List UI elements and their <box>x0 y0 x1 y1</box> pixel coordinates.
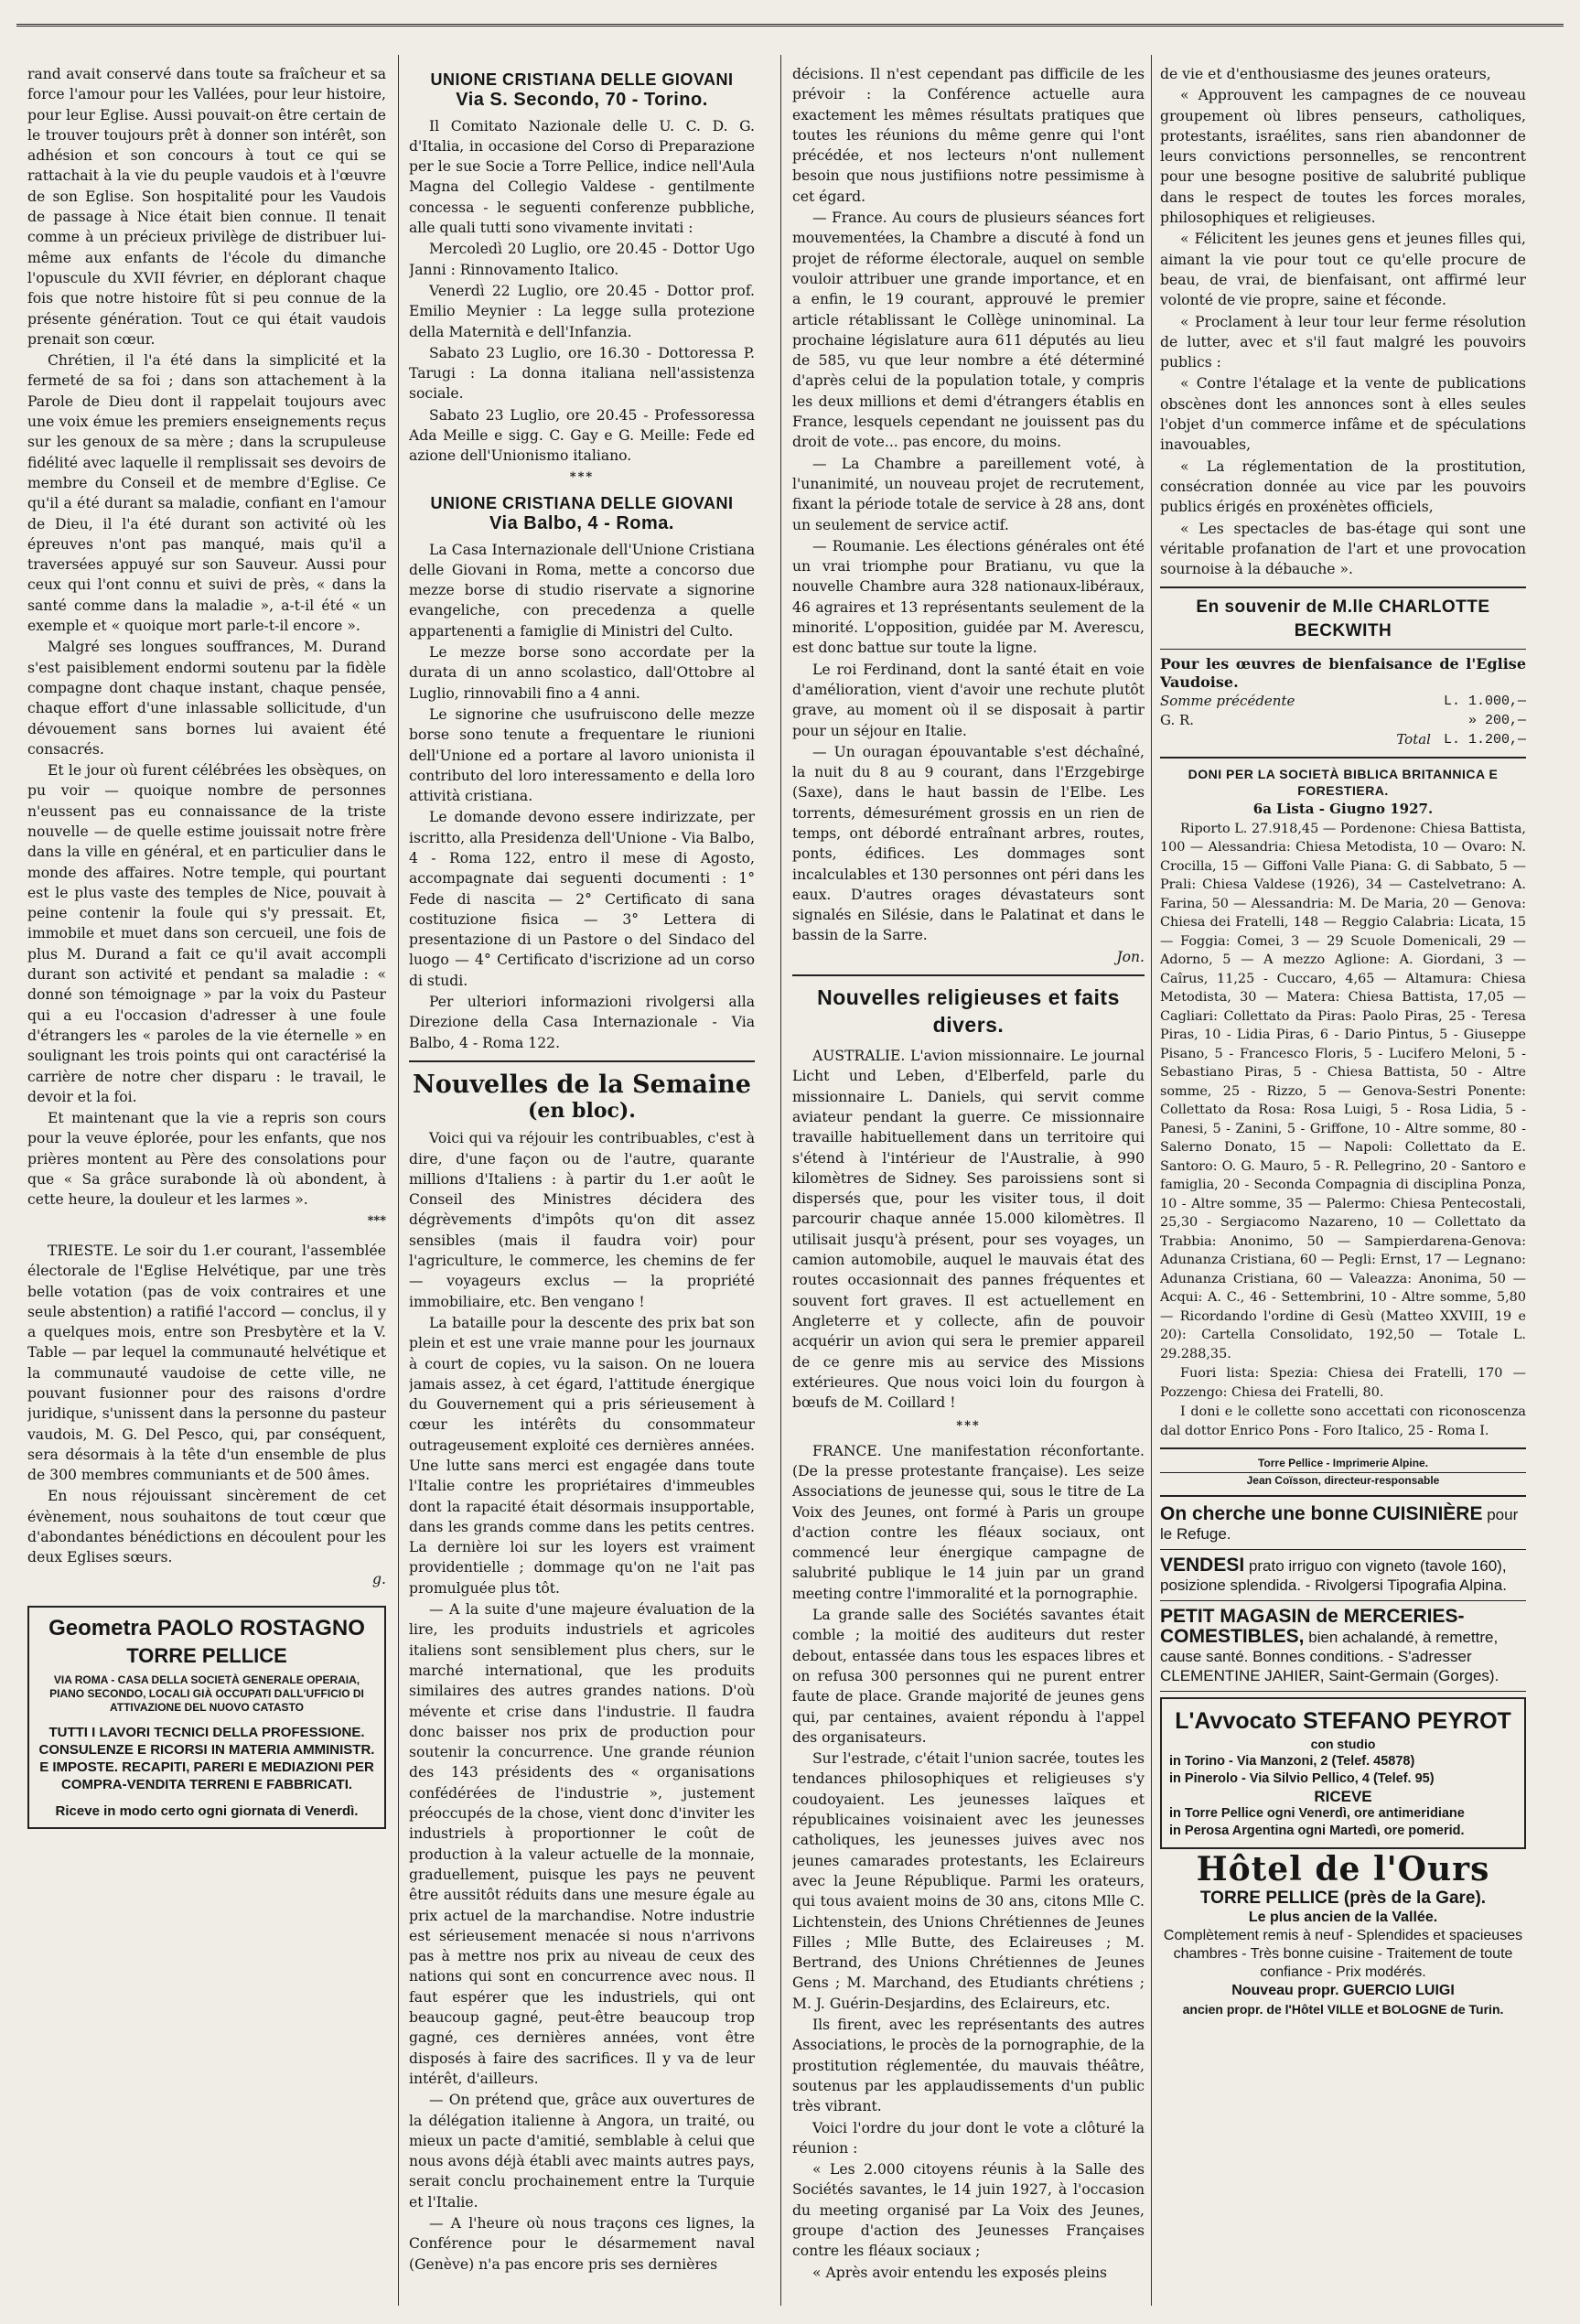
doni-title: DONI PER LA SOCIETÀ BIBLICA BRITANNICA E FORESTIERA. <box>1188 767 1499 799</box>
top-border <box>16 24 1564 27</box>
religious-paragraph: « Après avoir entendu les exposés pleins <box>812 2264 1108 2281</box>
ad-text: pour le Refuge. <box>1160 1506 1519 1544</box>
ucdg-paragraph: Sabato 23 Luglio, ore 20.45 - Professoressa Ada Meille e sigg. C. Gay e G. Meille: Fede ed azione dell'Unionismo italiano. <box>409 406 755 465</box>
ucdg-paragraph: Sabato 23 Luglio, ore 16.30 - Dottoressa P. Tarugi : La donna italiana nell'assistenza sociale. <box>409 344 755 403</box>
section-rule <box>1160 1549 1526 1550</box>
religious-paragraph: AUSTRALIE. L'avion missionnaire. Le journal Licht und Leben, d'Elberfeld, parle du missionnaire L. Daniels, qui servit comme aviateur pendant la guerre. Ce missionnaire travaille habituellement dans un territoire qui s'étend à l'intérieur de l'Australie, à 990 kilomètres de Sidney. Ses paroissiens sont si dispersés que, pour les visiter tous, il doit parcourir chaque année 15.000 kilomètres. Il utilisait jusqu'à présent, pour ses voyages, un camion automobile, auquel le mauvais état des routes occasionnait des pannes fréquentes et souvent fort graves. Il est actuellement en Angleterre et y collecte, afin de pouvoir acquérir un avion qui sera le premier appareil de ce genre mis au service des Missions extérieures. Que nous voici loin du fourgon à bœufs de M. Coillard ! <box>792 1048 1145 1412</box>
section-rule <box>792 974 1145 976</box>
religious-paragraph: FRANCE. Une manifestation réconfortante. (De la presse protestante française). Les seize Associations de jeunesse qui, sous le titre de La Voix des Jeunes, ont formé à Paris un groupe d'action contre les fléaux sociaux, ont commencé leur énergique campagne de salubrité publique le 14 juin par un grand meeting contre l'immoralité et la pornographie. <box>792 1442 1145 1602</box>
peyrot-studio: con studio <box>1310 1737 1376 1752</box>
section-rule <box>1160 1495 1526 1497</box>
news-paragraph: — Un ouragan épouvantable s'est déchaîné, la nuit du 8 au 9 courant, dans l'Erzgebirge (Saxe), dans le haut bassin de l'Elbe. Les torrents, démesurément grossis en un rien de temps, ont débordé entraînant arbres, routes, ponts, édifices. Les dommages sont incalculables et 130 personnes ont péri dans les eaux. D'autres orages dévastateurs sont signalés en Silésie, dans le Palatinat et dans le bassin de la Sarre. <box>792 743 1145 944</box>
column-rule <box>780 55 781 2306</box>
resolution-paragraph: « La réglementation de la prostitution, consécration donnée au vice par les pouvoirs publics érigés en proxénètes officiels, <box>1160 457 1526 516</box>
ours-address: TORRE PELLICE (près de la Gare). <box>1199 1888 1487 1909</box>
nouvelles-subtitle: (en bloc). <box>528 1098 636 1123</box>
ledger-value: » 200,— <box>1467 713 1526 729</box>
ledger-label: Total <box>1396 731 1431 748</box>
ours-tagline: Le plus ancien de la Vallée. <box>1248 1910 1438 1926</box>
news-paragraph: Le roi Ferdinand, dont la santé était en voie d'amélioration, vient d'avoir une rechute plutôt grave, au moment où il se disposait à partir pour un séjour en Italie. <box>792 661 1145 739</box>
ledger-row <box>1160 730 1526 749</box>
ours-owner: Nouveau propr. GUERCIO LUIGI <box>1231 1983 1455 1999</box>
nouvelles-paragraph: — A l'heure où nous traçons ces lignes, la Conférence pour le désarmement naval (Genève) n'a pas encore pris ses dernières <box>409 2214 755 2273</box>
peyrot-riceve: RICEVE <box>1314 1788 1372 1806</box>
ledger-value: L. 1.200,— <box>1443 732 1526 748</box>
ucdg-torino-title: UNIONE CRISTIANA DELLE GIOVANI <box>430 70 734 89</box>
ad-text: prato irriguo con vigneto (tavole 160), posizione splendida. - Rivolgersi Tipografia Alpina. <box>1160 1557 1507 1595</box>
ad-keyword: CUISINIÈRE <box>1372 1503 1483 1525</box>
ledger-row <box>1160 711 1526 730</box>
ledger-value: L. 1.000,— <box>1443 694 1526 710</box>
ad-town: TORRE PELLICE <box>126 1643 287 1667</box>
doni-extra: Fuori lista: Spezia: Chiesa dei Fratelli, 170 — Pozzengo: Chiesa dei Fratelli, 80. <box>1160 1366 1526 1400</box>
peyrot-line: in Perosa Argentina ogni Martedì, ore pomerid. <box>1169 1824 1465 1839</box>
separator-stars: *** <box>569 469 595 484</box>
ours-ad <box>1160 1889 1526 2018</box>
resolution-paragraph: « Les spectacles de bas-étage qui sont une véritable profanation de l'art et une provocation sournoise à la débauche ». <box>1160 520 1526 578</box>
cuisiniere-ad <box>1160 1504 1526 1544</box>
column-rule <box>398 55 399 2306</box>
ucdg-paragraph: Le mezze borse sono accordate per la durata di un anno scolastico, dall'Ottobre al Luglio, rinnovabili fino a 4 anni. <box>409 644 755 702</box>
ours-former-owner: ancien propr. de l'Hôtel VILLE et BOLOGNE de Turin. <box>1182 2002 1504 2017</box>
resolution-paragraph: « Approuvent les campagnes de ce nouveau groupement où libres penseurs, catholiques, protestants, israélites, sans rien abandonner de leurs convictions personnelles, se rencontrent pour une besogne positive de salubrité publique dans le respect de toutes les forces morales, philosophiques et religieuses. <box>1160 87 1526 227</box>
doni-note: I doni e le collette sono accettati con riconoscenza dal dottor Enrico Pons - Foro Italico, 25 - Roma I. <box>1160 1404 1526 1438</box>
resolution-paragraph: « Contre l'étalage et la vente de publications obscènes dont les annonces sont à elles seules l'objet d'un commerce infâme et de spéculations inavouables, <box>1160 375 1526 454</box>
nouvelles-paragraph: La bataille pour la descente des prix bat son plein et est une vraie manne pour les journaux à court de copies, vu la saison. On ne louera jamais assez, à cet égard, l'attitude énergique du Gouvernement qui a pris sérieusement à cœur les intérêts du consommateur outrageusement exploité ces dernières années. Une lutte sans merci est engagée dans toute l'Italie contre les propriétaires d'immeubles dont la rapacité était désormais insupportable, dans les grands comme dans les petits centres. La dernière loi sur les loyers est vraiment providentielle ; dommage qu'on ne l'ait pas promulguée plus tôt. <box>409 1314 755 1597</box>
news-paragraph: — La Chambre a pareillement voté, à l'unanimité, un nouveau projet de recrutement, fixant la période totale de service à 28 ans, dont un seulement de service actif. <box>792 455 1145 533</box>
nouvelles-paragraph: — On prétend que, grâce aux ouvertures de la délégation italienne à Angora, un traité, ou mieux un pacte d'amitié, semblable à celui que nous avons déjà établi avec maints autres pays, serait conclu prochainement entre la Turquie et l'Italie. <box>409 2092 755 2211</box>
imprint-director: Jean Coïsson, directeur-responsable <box>1160 1472 1526 1488</box>
obituary-paragraph: rand avait conservé dans toute sa fraîcheur et sa force l'amour pour les Vallées, pour leur histoire, pour leur Eglise. Aussi pouvait-on être certain de le trouver toujours prêt à donner son intérêt, son adhésion et son concours à tout ce qui se rattachait à la vie du peuple vaudois et à l'œuvre de son Eglise. Son hospitalité pour les Vaudois de passage à Nice était bien connue. Il tenait comme à un précieux privilège de distribuer lui-même aux enfants de l'école du dimanche l'opuscule du XVII février, en déplorant chaque fois que notre histoire fût si peu connue de la présente génération. Tout ce qui était vaudois prenait son cœur. <box>27 66 386 348</box>
ucdg-roma-title: UNIONE CRISTIANA DELLE GIOVANI <box>430 493 734 512</box>
religious-paragraph: Ils firent, avec les représentants des autres Associations, le procès de la pornographie, de la prostitution réglementée, du mauvais théâtre, soutenus par les applaudissements d'un public très vibrant. <box>792 2017 1145 2115</box>
ucdg-paragraph: Mercoledì 20 Luglio, ore 20.45 - Dottor Ugo Janni : Rinnovamento Italico. <box>409 241 755 278</box>
ours-description: Complètement remis à neuf - Splendides et spacieuses chambres - Très bonne cuisine - Traitement de toute confiance - Prix modérés. <box>1163 1928 1523 1981</box>
doni-list: Riporto L. 27.918,45 — Pordenone: Chiesa Battista, 100 — Alessandria: Chiesa Metodista, 10 — Ovaro: N. Crocilla, 15 — Giffoni Valle Piana: G. di Sabbato, 5 — Prali: Chiesa Valdese (1926), 34 — Castelvetrano: A. Farina, 50 — Alessandria: M. De Maria, 20 — Genova: Chiesa dei Fratelli, 148 — Reggio Calabria: Licata, 15 — Foggia: Comei, 3 — 29 Scuole Domenicali, 29 — Adorno, 5 — A mezzo Aglione: A. Giordani, 3 — Caîrus, 11,25 - Cuccaro, 4,65 — Altamura: Chiesa Metodista, 30 — Matera: Chiesa Battista, 17,05 — Cagliari: Collettato da Piras: Paolo Piras, 25 - Teresa Piras, 10 - Lidia Piras, 6 - Dario Pintus, 5 - Giuseppe Pisano, 5 - Francesco Floris, 5 - Lucifero Meloni, 5 - Sebastiano Piras, 5 - Chiesa Battista, 50 - Altre somme, 25 - Rizzo, 5 — Genova-Sestri Ponente: Collettato da Rosa: Rosa Luigi, 5 - Rosa Lidia, 5 - Panesi, 5 - Zanini, 5 - Griffone, 10 - Altre somme, 80 - Salerno Donato, 15 — Napoli: Collettato da E. Santoro: O. G. Mauro, 5 - R. Pellegrino, 20 - Santoro e famiglia, 20 - Seconda Compagnia di disciplina Ponza, 10 - Altre somme, 35 — Palermo: Chiesa Pentecostali, 25,30 - Sergiacomo Nazareno, 10 — Collettato da Trabbia: Anonimo, 50 — Sampierdarena-Genova: Adunanza Cristiana, 60 — Pegli: Ernst, 17 — Legnano: Adunanza Cristiana, 60 — Valeazza: Anonima, 50 — Acqui: A. C., 46 - Settembrini, 10 - Altre somme, 5,80 — Ricordando l'ordine di Gesù (Matteo XXVIII, 19 e 20): Cartella Consolidato, 192,50 — Totale L. 29.288,35. <box>1160 821 1526 1361</box>
peyrot-line: in Pinerolo - Via Silvio Pellico, 4 (Telef. 95) <box>1169 1771 1435 1787</box>
obituary-paragraph: Chrétien, il l'a été dans la simplicité et la fermeté de sa foi ; dans son attachement à la Parole de Dieu dont il rappelait toujours avec une voix émue les premiers enseignements reçus sur les genoux de sa mère ; dans la scrupuleuse fidélité avec laquelle il remplissait ses devoirs de membre du Conseil et de membre d'Eglise. Ce qu'il a été durant sa maladie, confiant en l'amour de Dieu, il l'a été durant son activité où les épreuves n'ont pas manqué, mais qu'il a traversées appuyé sur son Sauveur. Aussi pour ceux qui l'ont connu et suivi de près, « dans la santé comme dans la maladie », a-t-il été « un exemple et « quoique mort parle-t-il encore ». <box>27 352 386 635</box>
beckwith-title: En souvenir de M.lle CHARLOTTE BECKWITH <box>1196 597 1490 641</box>
ucdg-paragraph: Le signorine che usufruiscono delle mezze borse sono tenute a frequentare le riunioni dell'Unione ed a portare al lavoro unionista il contributo del loro interessamento e della loro attività cristiana. <box>409 705 755 805</box>
ucdg-paragraph: Il Comitato Nazionale delle U. C. D. G. d'Italia, in occasione del Corso di Preparazione per le sue Socie a Torre Pellice, indice nell'Aula Magna del Collegio Valdese - gentilmente concessa - le seguenti conferenze pubbliche, alle quali tutti sono vivamente invitati : <box>409 117 755 237</box>
nouvelles-paragraph: — A la suite d'une majeure évaluation de la lire, les produits industriels et agricoles italiens sont sensiblement plus chers, sur le marché international, que les produits similaires des autres grandes nations. D'où mévente et crise dans l'industrie. Il faudra donc baisser nos prix de production pour soutenir la concurrence. Une grande réunion des 143 présidents des « organisations confédérées de l'industrie », justement préoccupés de la chose, vient donc d'inviter les industriels à proportionner le coût de production à la valeur actuelle de la monnaie, graduellement, puisque les pays ne peuvent être aussitôt réduits dans une mesure égale au prix actuel de la marchandise. Notre industrie est sérieusement menacée si nous n'arrivons pas à mettre nos prix au niveau de ceux des nations qui sont en concurrence avec nous. Il faut espérer que les industriels, qui ont beaucoup gagné, peut-être beaucoup trop gagné, ces dernières années, vont être disposés à faire des sacrifices. Il y va de leur intérêt, d'ailleurs. <box>409 1601 755 2087</box>
imprint-printer: Torre Pellice - Imprimerie Alpine. <box>1257 1457 1429 1470</box>
ours-title: Hôtel de l'Ours <box>1196 1850 1490 1889</box>
ad-text: bien achalandé, à remettre, cause santé. Bonnes conditions. - S'adresser CLEMENTINE JAHIER, Saint-Germain (Gorges). <box>1160 1629 1499 1685</box>
section-rule <box>1160 649 1526 650</box>
ad-services: TUTTI I LAVORI TECNICI DELLA PROFESSIONE. CONSULENZE E RICORSI IN MATERIA AMMINISTR. E IMPOSTE. RECAPITI, PARERI E MEDIAZIONI PER COMPRA-VENDITA TERRENI E FABBRICATI. <box>38 1724 375 1792</box>
peyrot-line: in Torino - Via Manzoni, 2 (Telef. 45878) <box>1169 1754 1415 1770</box>
obituary-paragraph: Malgré ses longues souffrances, M. Durand s'est paisiblement endormi soutenu par la fidèle compagne dont chaque instant, chaque pensée, chaque effort d'une inlassable sollicitude, d'un dévouement sans bornes lui avaient été consacrés. <box>27 639 386 758</box>
religious-paragraph: Sur l'estrade, c'était l'union sacrée, toutes les tendances philosophiques et religieuses s'y coudoyaient. Les jeunesses laïques et républicaines voisinaient avec les jeunesses catholiques, les jeunesses juives avec nos jeunes camarades protestants, les Eclaireurs avec la Jeune République. Parmi les orateurs, qui tous avaient moins de 30 ans, citons Mlle C. Lichtenstein, des Unions Chrétiennes de Jeunes Filles ; Mlle Butte, des Eclaireuses ; M. Bertrand, des Unions Chrétiennes de Jeunes Gens ; M. Marchand, des Etudiants chrétiens ; M. J. Guérin-Desjardins, des Eclaireurs, etc. <box>792 1750 1145 2012</box>
ucdg-paragraph: Venerdì 22 Luglio, ore 20.45 - Dottor prof. Emilio Meynier : La legge sulla protezione della Maternità e dell'Infanzia. <box>409 282 755 340</box>
trieste-paragraph: En nous réjouissant sincèrement de cet évènement, nous souhaitons de tout cœur que d'abondantes bénédictions en découlent pour les deux Eglises sœurs. <box>27 1488 386 1566</box>
peyrot-line: in Torre Pellice ogni Venerdì, ore antimeridiane <box>1169 1806 1465 1822</box>
obituary-paragraph: Et maintenant que la vie a repris son cours pour la veuve éplorée, pour les enfants, que nos prières montent au Père des consolations pour que « Sa grâce surabonde là où abondent, à cette heure, la douleur et les larmes ». <box>27 1110 386 1209</box>
separator-stars: *** <box>367 1213 386 1228</box>
ad-keyword: VENDESI <box>1160 1555 1245 1576</box>
ad-keyword: PETIT MAGASIN de MERCERIES-COMESTIBLES, <box>1160 1606 1465 1648</box>
religious-paragraph: Voici l'ordre du jour dont le vote a clôturé la réunion : <box>792 2119 1145 2157</box>
doni-subtitle: 6a Lista - Giugno 1927. <box>1252 801 1434 818</box>
section-rule <box>1160 586 1526 588</box>
ledger-row <box>1160 692 1526 711</box>
resolution-paragraph: de vie et d'enthousiasme des jeunes orateurs, <box>1160 66 1491 82</box>
column-rule <box>1151 55 1152 2306</box>
peyrot-ad <box>1160 1697 1526 1849</box>
resolution-paragraph: « Félicitent les jeunes gens et jeunes filles qui, aimant la vie pour tout ce qu'elle procure de beau, de vrai, de bienfaisant, ont affirmé leur volonté de vie propre, saine et féconde. <box>1160 231 1526 309</box>
column-4 <box>1160 64 1526 2297</box>
news-signature: Jon. <box>1116 948 1145 965</box>
section-rule <box>409 1060 755 1062</box>
column-3 <box>792 64 1145 2297</box>
section-rule <box>1160 1447 1526 1449</box>
nouvelles-title: Nouvelles de la Semaine <box>413 1070 751 1099</box>
trieste-paragraph: TRIESTE. Le soir du 1.er courant, l'assemblée électorale de l'Eglise Helvétique, par une très belle votation (pas de voix contraires et une seule abstention) a ratifié l'accord — conclus, il y a quelques mois, entre son Presbytère et la V. Table — par lequel la communauté helvétique et la communauté vaudoise de cette ville, ne pouvant fusionner pour des raisons d'ordre juridique, s'unissent dans la personne du pasteur vaudois, M. G. Del Pesco, qui, par conséquent, sera désormais à la tête d'un ensemble de plus de 300 membres communiants et de 500 âmes. <box>27 1242 386 1484</box>
trieste-signature: g. <box>372 1570 386 1587</box>
column-2 <box>409 64 755 2297</box>
ucdg-roma-address: Via Balbo, 4 - Roma. <box>489 513 674 534</box>
ad-lead: On cherche une bonne <box>1160 1503 1369 1525</box>
news-paragraph: — France. Au cours de plusieurs séances fort mouvementées, la Chambre a discuté à fond un projet de réforme électorale, auquel on semble vouloir attribuer une grande importance, et en a enfin, le 19 courant, approuvé le premier article rétablissant le Collège uninominal. La prochaine législature aura 611 députés au lieu de 585, vu que leur nombre a été déterminé d'après celui de la population totale, y compris les deux millions et demi d'étrangers établis en France, lesquels cependant ne jouissent pas du droit de vote... pas encore, du moins. <box>792 210 1145 451</box>
petit-magasin-ad <box>1160 1607 1526 1685</box>
ucdg-torino-address: Via S. Secondo, 70 - Torino. <box>456 90 708 111</box>
obituary-paragraph: Et le jour où furent célébrées les obsèques, on pu voir — quoique nombre de personnes n'eussent pas eu connaissance de la triste nouvelle — de quelle estime jouissait notre frère dans la ville en général, et en particulier dans le monde des affaires. Notre temple, qui pourtant est le plus vaste des temples de Nice, pouvait à peine contenir la foule qui s'y pressait. Et, immobile et muet dans son cercueil, une fois de plus M. Durand a fait ce qu'il avait accompli durant son activité et pendant sa maladie : « donné son témoignage » par la voix du Pasteur qui a eu l'occasion d'adresser à une foule d'étrangers les « paroles de la vie éternelle » en soulignant les trois points qui ont caractérisé la carrière de notre cher disparu : le travail, le devoir et la foi. <box>27 762 386 1105</box>
rostagno-ad <box>27 1606 386 1829</box>
religious-paragraph: « Les 2.000 citoyens réunis à la Salle des Sociétés savantes, le 14 juin 1927, à l'occasion du meeting organisé par La Voix des Jeunes, groupe d'action des Jeunesses Françaises contre les fléaux sociaux ; <box>792 2161 1145 2260</box>
religious-paragraph: La grande salle des Sociétés savantes était comble ; la moitié des auditeurs dut rester debout, entassée dans tous les espaces libres et on refusa 300 personnes qui ne purent entrer faute de place. Grande majorité de jeunes gens qui, par centaines, avaient répondu à l'appel des organisateurs. <box>792 1607 1145 1746</box>
separator-stars: *** <box>956 1419 981 1434</box>
resolution-paragraph: « Proclament à leur tour leur ferme résolution de lutter, avec et s'il faut malgré les pouvoirs publics : <box>1160 313 1526 371</box>
ad-address: VIA ROMA - CASA DELLA SOCIETÀ GENERALE OPERAIA, PIANO SECONDO, LOCALI GIÀ OCCUPATI DALL'UFFICIO DI ATTIVAZIONE DEL NUOVO CATASTO <box>49 1673 364 1714</box>
ledger-label: G. R. <box>1160 712 1195 729</box>
ad-hours: Riceve in modo certo ogni giornata di Venerdì. <box>55 1802 359 1819</box>
ucdg-paragraph: Le domande devono essere indirizzate, per iscritto, alla Presidenza dell'Unione - Via Balbo, 4 - Roma 122, entro il mese di Agosto, accompagnate dai seguenti documenti : 1° Fede di nascita — 2° Certificato di sana costituzione fisica — 3° Lettera di presentazione di un Pastore o del Sindaco del luogo — 4° Certificato d'iscrizione ad un corso di studi. <box>409 809 755 989</box>
religious-news-title: Nouvelles religieuses et faits divers. <box>817 985 1120 1038</box>
vendesi-ad <box>1160 1555 1526 1595</box>
column-1 <box>27 64 386 2287</box>
nouvelles-paragraph: Voici qui va réjouir les contribuables, c'est à dire, d'une façon ou de l'autre, quarante millions d'Italiens : à partir du 1.er août le Conseil des Ministres décidera des dégrèvements d'impôts qu'on dit assez sensibles (mais il faudra voir) pour l'agriculture, le commerce, les chemins de fer — voyageurs exclus — la propriété immobiliaire, etc. Ben vengano ! <box>409 1130 755 1310</box>
ad-title: Geometra PAOLO ROSTAGNO <box>48 1615 365 1641</box>
news-paragraph: — Roumanie. Les élections générales ont été un vrai triomphe pour Bratianu, vu que la nouvelle Chambre aura 328 nationaux-libéraux, 46 agraires et 13 représentants seulement de la minorité. L'opposition, guidée par M. Averescu, est donc battue sur toute la ligne. <box>792 537 1145 657</box>
section-rule <box>1160 757 1526 759</box>
section-rule <box>1160 1691 1526 1692</box>
news-paragraph: décisions. Il n'est cependant pas difficile de les prévoir : la Conférence actuelle aura exactement les mêmes résultats pratiques que toutes les réunions du même genre qui l'ont précédée, et nos lecteurs n'ont nullement besoin que nous justifiions notre pessimisme à cet égard. <box>792 66 1145 205</box>
ucdg-paragraph: Per ulteriori informazioni rivolgersi alla Direzione della Casa Internazionale - Via Balbo, 4 - Roma 122. <box>409 994 755 1051</box>
ucdg-paragraph: La Casa Internazionale dell'Unione Cristiana delle Giovani in Roma, mette a concorso due mezze borse di studio riservate a signorine evangeliche, con precedenza a quelle appartenenti a famiglie di Ministri del Culto. <box>409 541 755 640</box>
beckwith-subtitle: Pour les œuvres de bienfaisance de l'Eglise Vaudoise. <box>1160 655 1526 692</box>
section-rule <box>1160 1600 1526 1601</box>
peyrot-title: L'Avvocato STEFANO PEYROT <box>1175 1708 1511 1735</box>
ledger-label: Somme précédente <box>1160 693 1295 710</box>
